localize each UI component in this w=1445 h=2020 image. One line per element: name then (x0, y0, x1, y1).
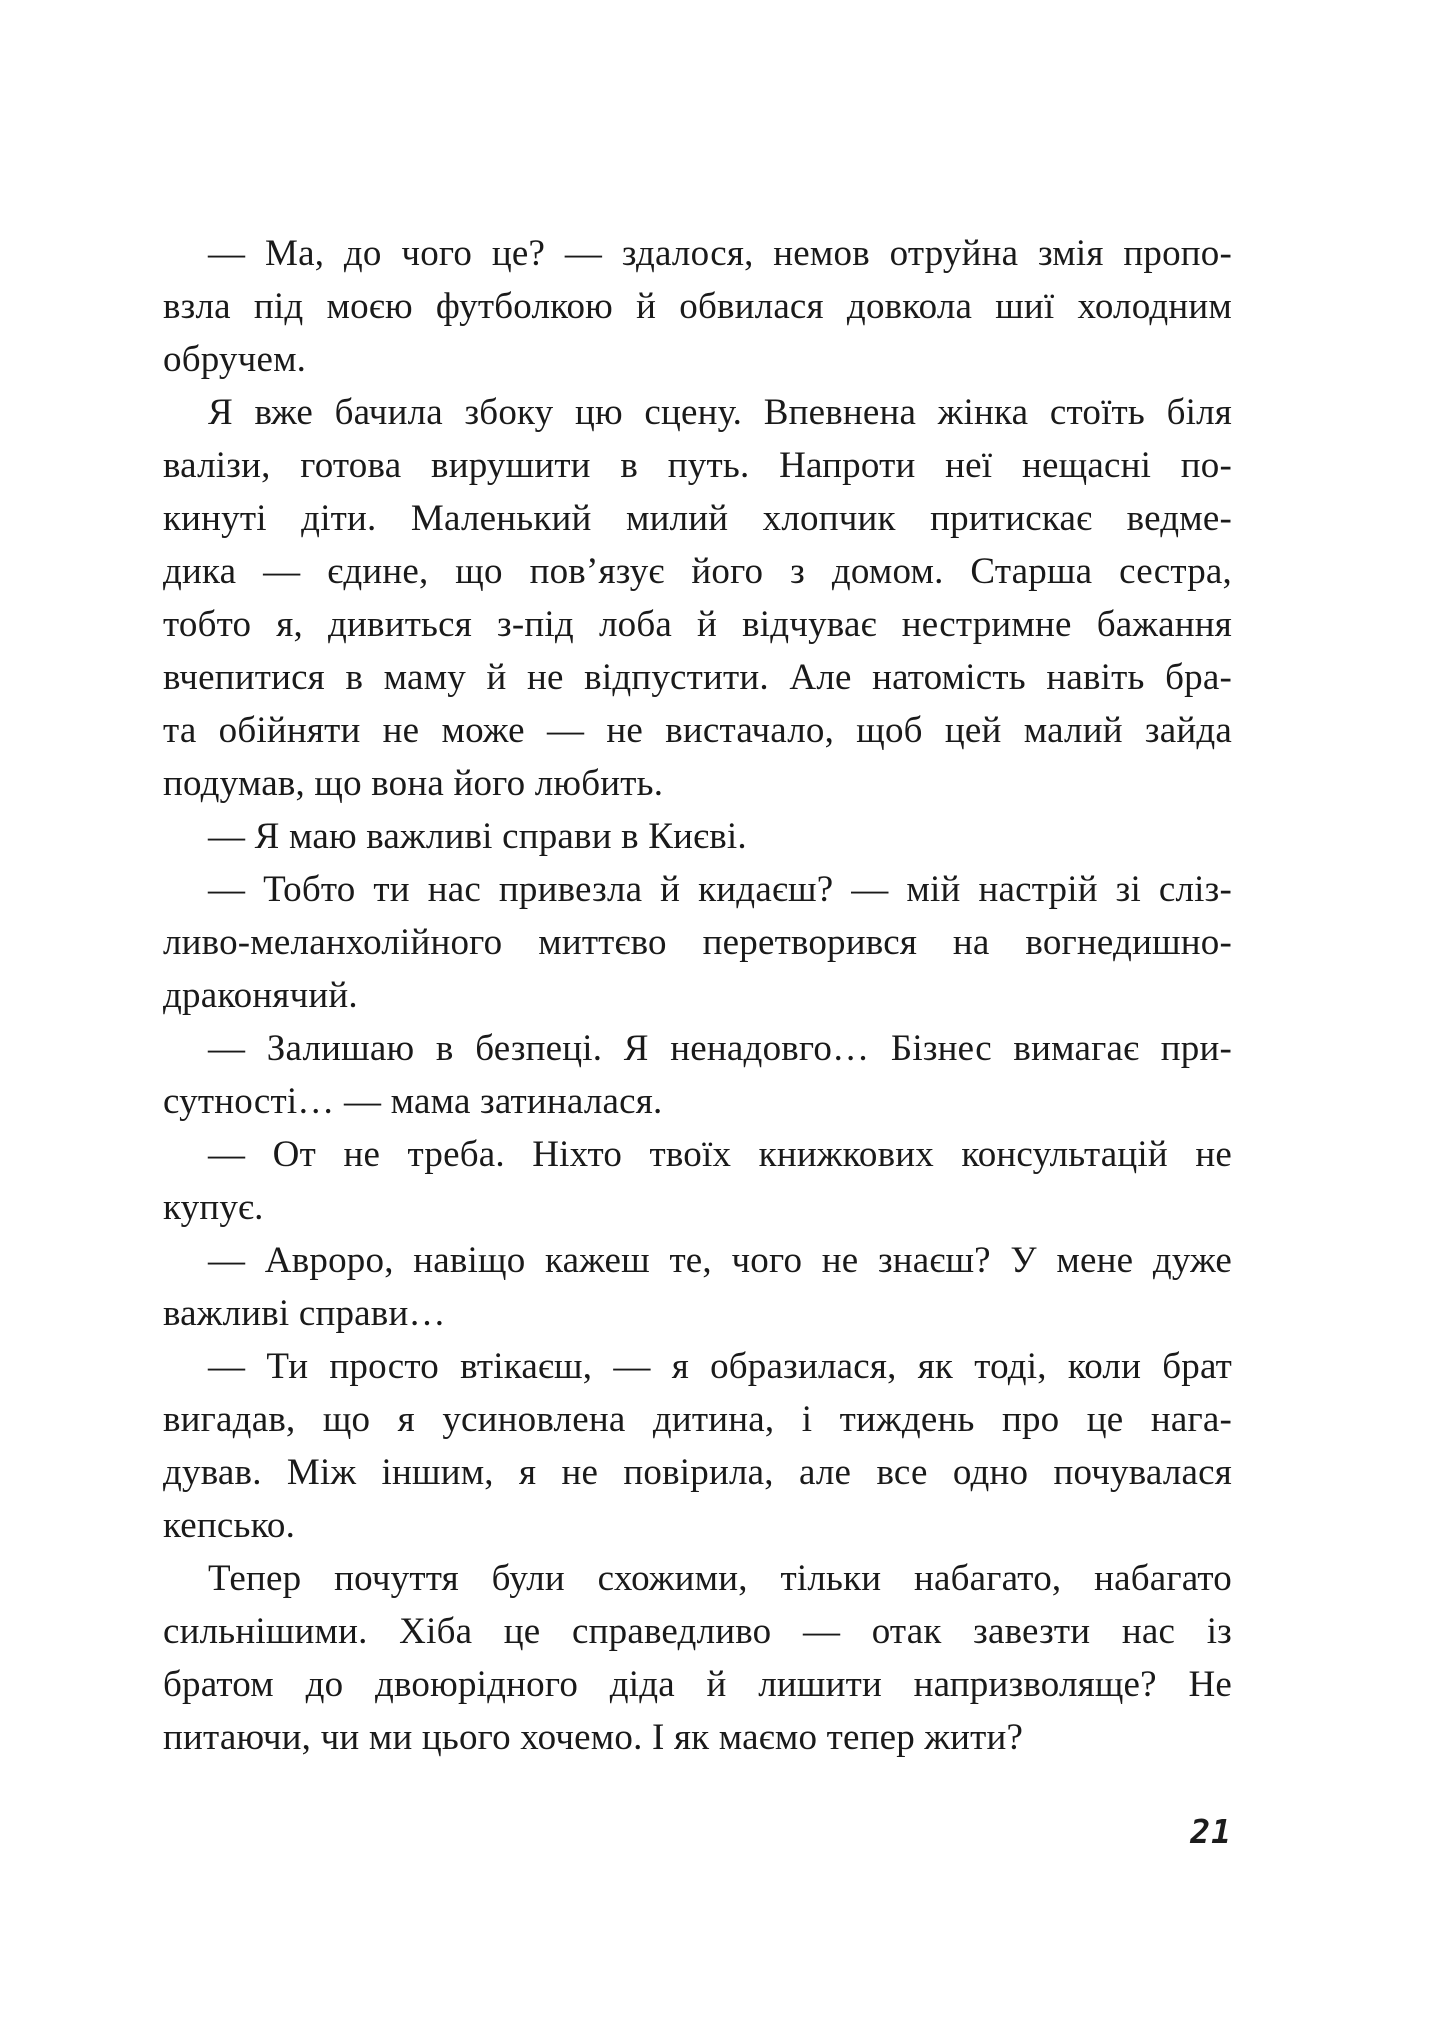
text-line: важливі справи… (163, 1293, 446, 1334)
text-line: та обійняти не може — не вистачало, щоб цей малий зайда (163, 710, 1232, 751)
text-line: Тепер почуття були схожими, тільки набагато, набагато (208, 1558, 1232, 1599)
text-line: — Тобто ти нас привезла й кидаєш? — мій настрій зі сліз- (208, 869, 1232, 910)
text-line: вчепитися в маму й не відпустити. Але натомість навіть бра- (163, 657, 1232, 698)
text-line: сутності… — мама затиналася. (163, 1081, 663, 1122)
text-line: валізи, готова вирушити в путь. Напроти неї нещасні по- (163, 445, 1232, 486)
text-line: — Ма, до чого це? — здалося, немов отруйна змія пропо- (208, 233, 1232, 274)
text-line: тобто я, дивиться з-під лоба й відчуває нестримне бажання (163, 604, 1232, 645)
text-line: драконячий. (163, 975, 358, 1016)
text-line: кепсько. (163, 1505, 296, 1546)
text-line: Я вже бачила збоку цю сцену. Впевнена жінка стоїть біля (208, 392, 1232, 433)
text-line: питаючи, чи ми цього хочемо. І як маємо тепер жити? (163, 1717, 1024, 1758)
text-line: взла під моєю футболкою й обвилася довкола шиї холодним (163, 286, 1232, 327)
text-line: — Залишаю в безпеці. Я ненадовго… Бізнес вимагає при- (208, 1028, 1232, 1069)
text-line: — Ти просто втікаєш, — я образилася, як тоді, коли брат (208, 1346, 1232, 1387)
page-number: 21 (1190, 1812, 1232, 1851)
body-text (163, 227, 1232, 1764)
text-line: кинуті діти. Маленький милий хлопчик притискає ведме- (163, 498, 1232, 539)
text-line: купує. (163, 1187, 264, 1228)
text-line: — Авроро, навіщо кажеш те, чого не знаєш? У мене дуже (208, 1240, 1232, 1281)
text-line: сильнішими. Хіба це справедливо — отак завезти нас із (163, 1611, 1232, 1652)
text-line: ливо-меланхолійного миттєво перетворився на вогнедишно- (163, 922, 1232, 963)
text-line: подумав, що вона його любить. (163, 763, 664, 804)
text-line: дував. Між іншим, я не повірила, але все одно почувалася (163, 1452, 1232, 1493)
text-line: — От не треба. Ніхто твоїх книжкових консультацій не (208, 1134, 1232, 1175)
text-line: вигадав, що я усиновлена дитина, і тиждень про це нага- (163, 1399, 1232, 1440)
text-line: обручем. (163, 339, 307, 380)
text-line: — Я маю важливі справи в Києві. (208, 816, 747, 857)
text-line: братом до двоюрідного діда й лишити напризволяще? Не (163, 1664, 1232, 1705)
text-line: дика — єдине, що пов’язує його з домом. Старша сестра, (163, 551, 1232, 592)
